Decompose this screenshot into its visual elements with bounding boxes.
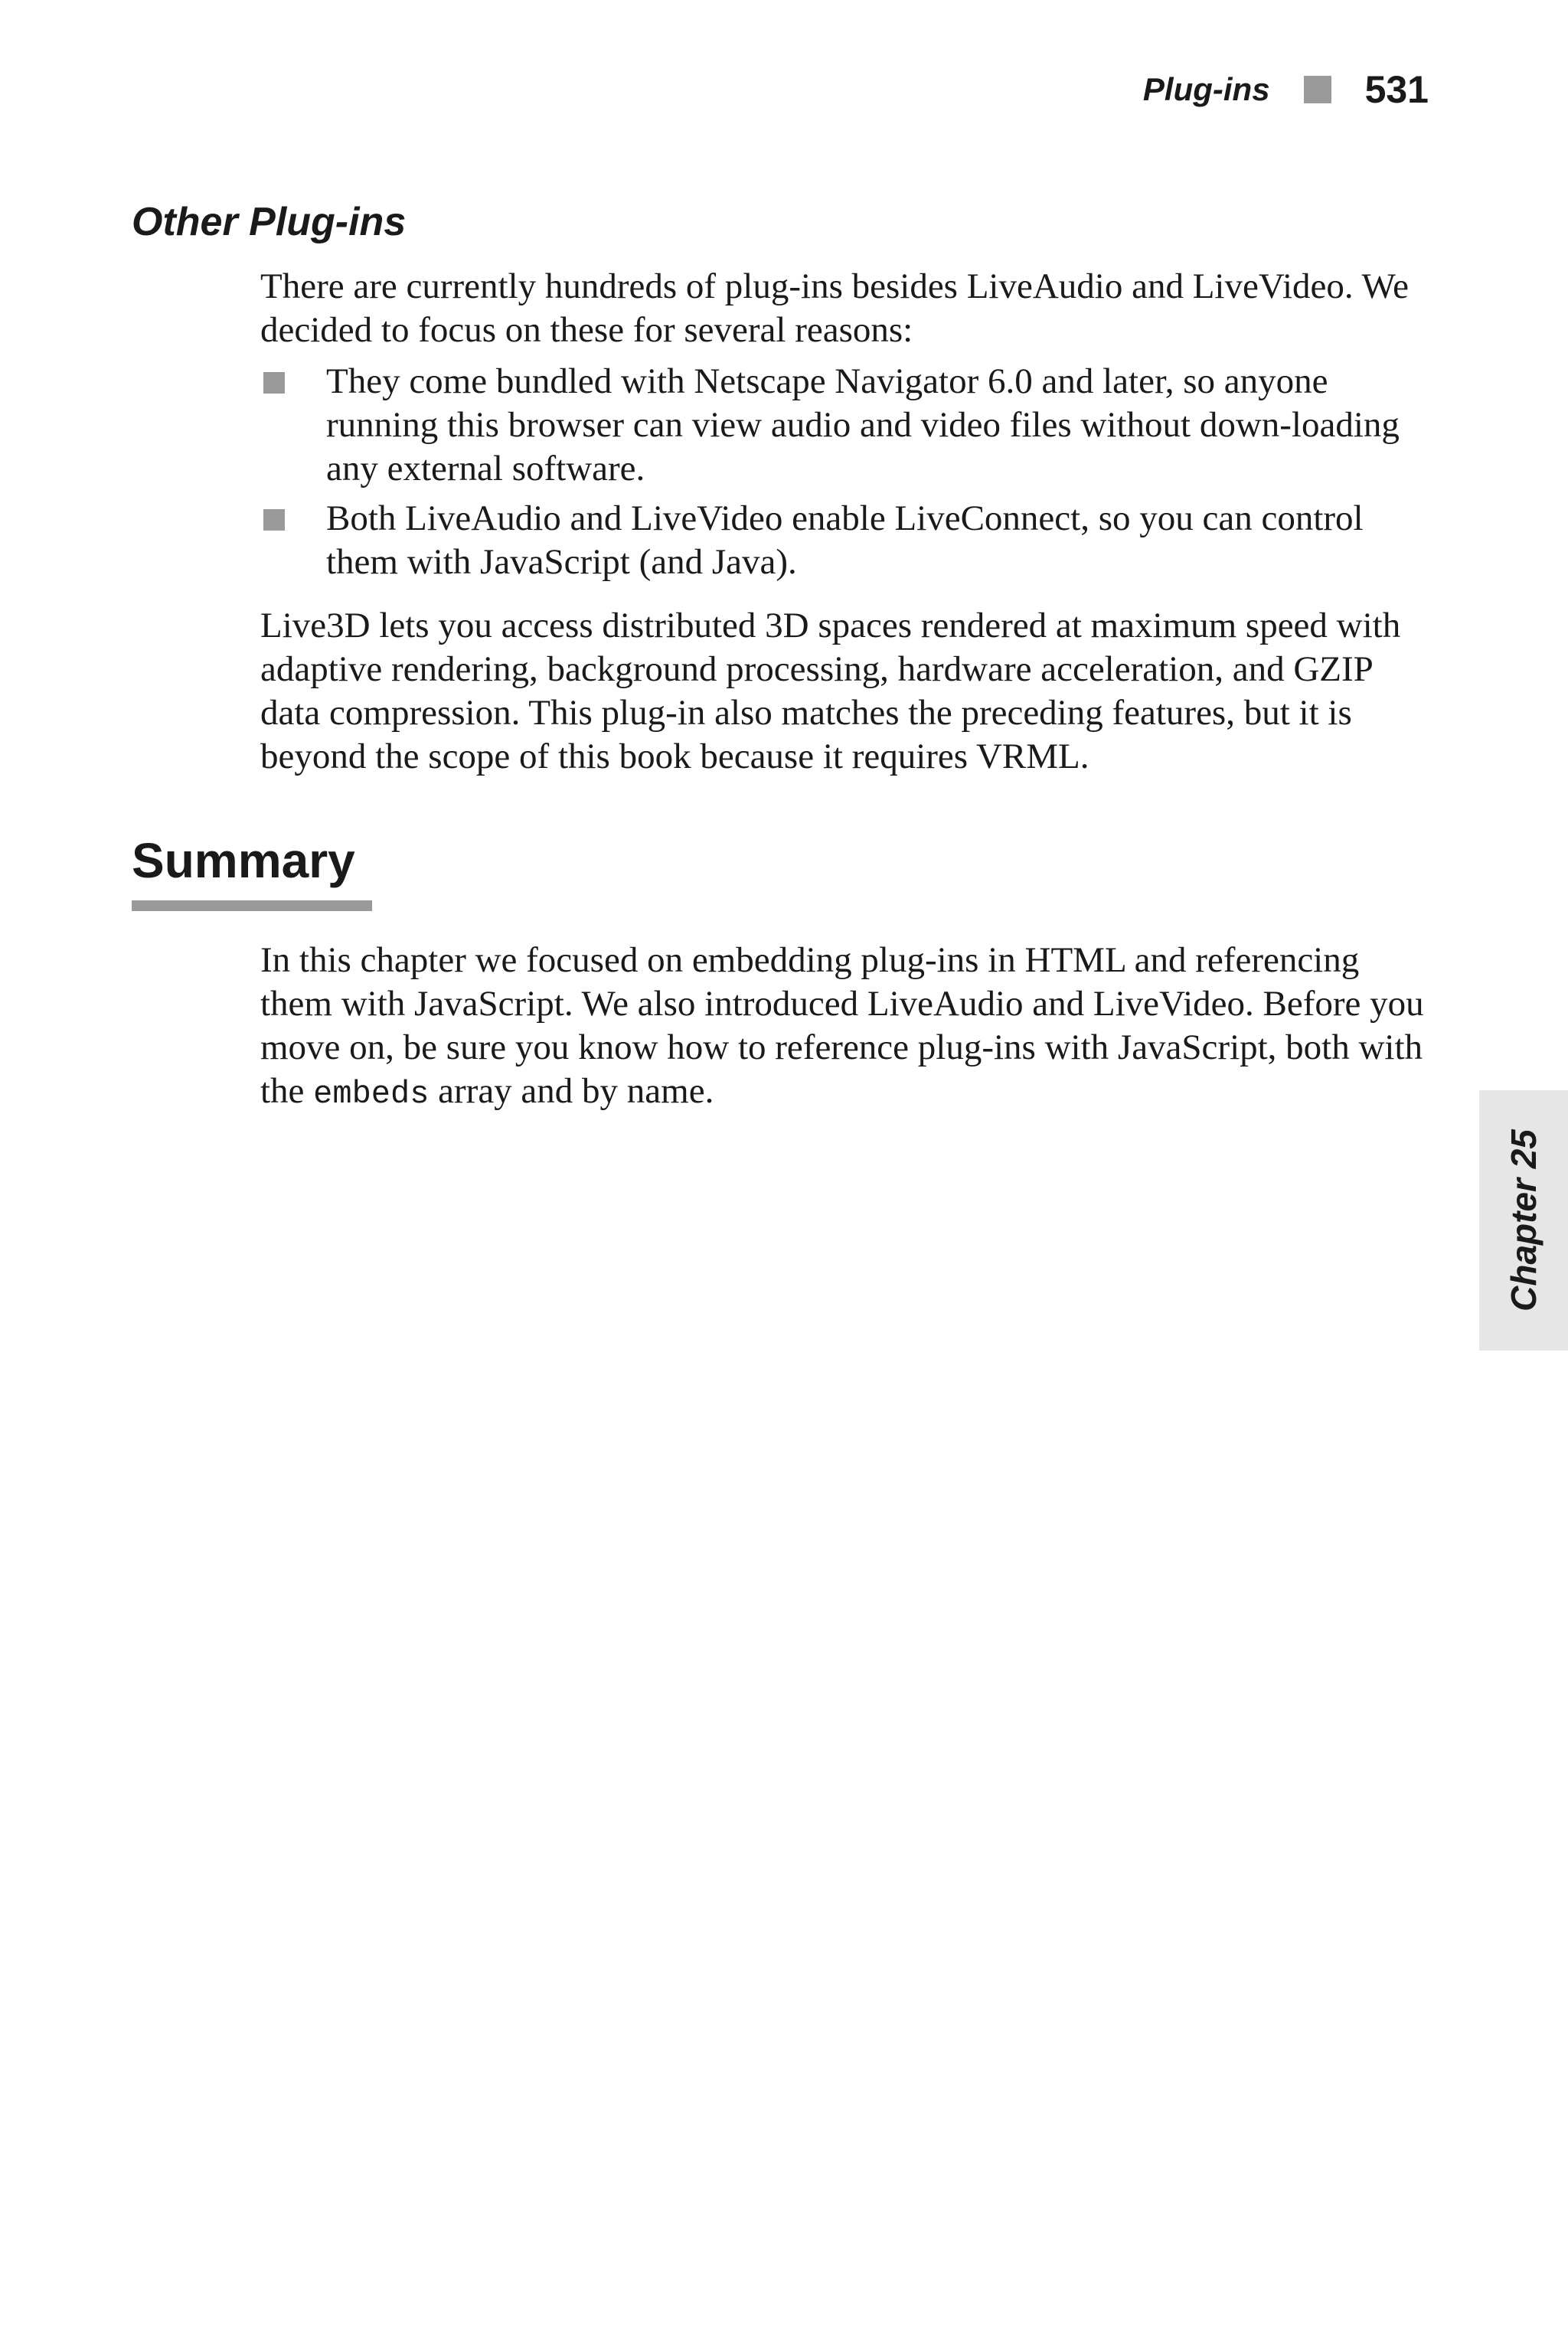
bullet-text: Both LiveAudio and LiveVideo enable LiveConnect, so you can control them with JavaScript (and Java). [326, 498, 1364, 582]
chapter-tab [1479, 1090, 1568, 1351]
summary-text-end: array and by name. [429, 1071, 714, 1111]
reasons-list [260, 360, 1439, 584]
running-title: Plug-ins [1142, 71, 1270, 107]
header-square-icon [1304, 76, 1331, 103]
list-item [260, 360, 1439, 491]
chapter-label: Chapter 25 [1504, 1129, 1544, 1312]
summary-text-start: In this chapter we focused on embedding plug-ins in HTML and referencing them with JavaScript. We also introduced LiveAudio and LiveVideo. Before you move on, be sure you know how to reference plug-ins with JavaScript, both with the [260, 940, 1424, 1111]
summary-body [260, 939, 1439, 1116]
summary-paragraph [260, 939, 1439, 1116]
list-item [260, 497, 1439, 584]
bullet-square-icon [263, 509, 285, 531]
summary-heading: Summary [132, 833, 355, 888]
summary-underline [132, 900, 372, 911]
bullet-square-icon [263, 372, 285, 394]
live3d-paragraph: Live3D lets you access distributed 3D spaces rendered at maximum speed with adaptive rendering, background processing, hardware acceleration, and GZIP data compression. This plug-in also matches the preceding features, but it is beyond the scope of this book because it requires VRML. [260, 606, 1401, 776]
bullet-text: They come bundled with Netscape Navigator 6.0 and later, so anyone running this browser can view audio and video files without down-loading any external software. [326, 361, 1400, 488]
other-plugins-heading: Other Plug-ins [132, 200, 407, 244]
other-plugins-body [260, 265, 1439, 779]
running-head [1143, 67, 1429, 112]
embeds-code: embeds [313, 1076, 430, 1112]
page-number: 531 [1364, 68, 1429, 111]
other-plugins-intro: There are currently hundreds of plug-ins besides LiveAudio and LiveVideo. We decided to focus on these for several reasons: [260, 266, 1409, 350]
